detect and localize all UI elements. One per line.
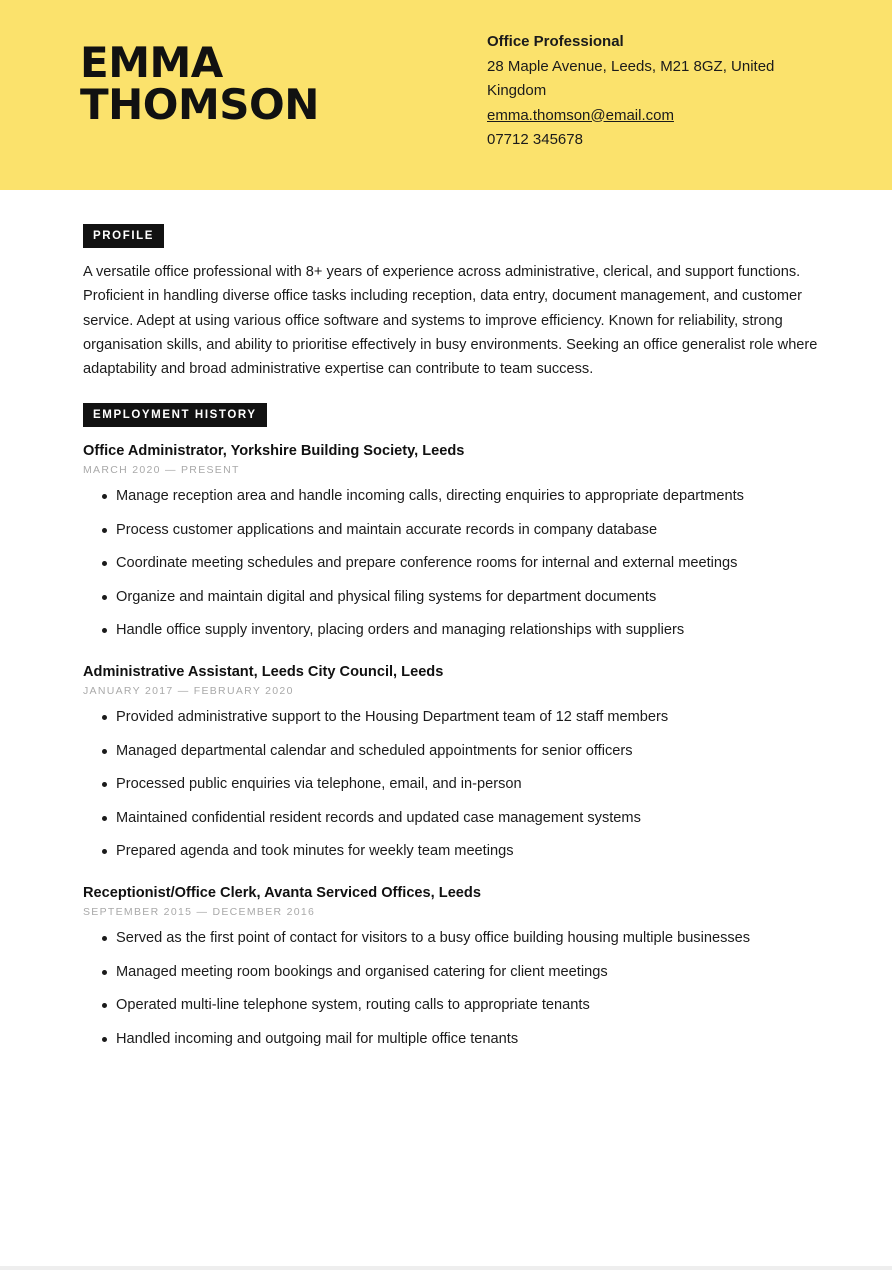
job-responsibilities: [83, 928, 823, 1049]
responsibility-item: Maintained confidential resident records and updated case management systems: [83, 808, 823, 828]
job-dates: JANUARY 2017 — FEBRUARY 2020: [83, 685, 294, 698]
resume-body: [83, 224, 823, 1049]
candidate-name: [80, 38, 319, 129]
resume-header: [0, 0, 892, 190]
responsibility-item: Managed departmental calendar and scheduled appointments for senior officers: [83, 741, 823, 761]
phone-number: 07712 345678: [487, 131, 583, 148]
last-name: THOMSON: [80, 80, 319, 129]
job-title: Receptionist/Office Clerk, Avanta Serviced Offices, Leeds: [83, 885, 481, 902]
employment-section-label: EMPLOYMENT HISTORY: [83, 403, 267, 427]
job-role: Office Professional: [487, 33, 624, 50]
responsibility-item: Operated multi-line telephone system, routing calls to appropriate tenants: [83, 995, 823, 1015]
email-link[interactable]: emma.thomson@email.com: [487, 106, 674, 124]
responsibility-item: Prepared agenda and took minutes for weekly team meetings: [83, 841, 823, 861]
job-dates: SEPTEMBER 2015 — DECEMBER 2016: [83, 906, 316, 919]
job-responsibilities: [83, 707, 823, 861]
job-responsibilities: [83, 486, 823, 640]
first-name: EMMA: [80, 38, 223, 87]
profile-section-label: PROFILE: [83, 224, 164, 248]
job-entry: [83, 883, 823, 1049]
responsibility-item: Handled incoming and outgoing mail for multiple office tenants: [83, 1029, 823, 1049]
address: 28 Maple Avenue, Leeds, M21 8GZ, United Kingdom: [487, 57, 775, 99]
responsibility-item: Handle office supply inventory, placing orders and managing relationships with suppliers: [83, 620, 823, 640]
job-entry: [83, 662, 823, 861]
responsibility-item: Process customer applications and maintain accurate records in company database: [83, 520, 823, 540]
responsibility-item: Served as the first point of contact for visitors to a busy office building housing multiple businesses: [83, 928, 823, 948]
responsibility-item: Provided administrative support to the Housing Department team of 12 staff members: [83, 707, 823, 727]
page-edge: [0, 1266, 892, 1270]
job-title: Office Administrator, Yorkshire Building Society, Leeds: [83, 443, 465, 460]
job-title: Administrative Assistant, Leeds City Council, Leeds: [83, 664, 444, 681]
employment-list: [83, 441, 823, 1049]
responsibility-item: Processed public enquiries via telephone, email, and in-person: [83, 774, 823, 794]
profile-summary: A versatile office professional with 8+ years of experience across administrative, clerical, and support functions. Proficient in handling diverse office tasks including reception, data entry, document management, and customer service. Adept at using various office software and systems to improve efficiency. Known for reliability, strong organisation skills, and ability to prioritise effectively in busy environments. Seeking an office generalist role where adaptability and broad administrative expertise can contribute to team success.: [83, 264, 818, 378]
job-dates: MARCH 2020 — PRESENT: [83, 464, 240, 477]
job-entry: [83, 441, 823, 640]
responsibility-item: Organize and maintain digital and physical filing systems for department documents: [83, 587, 823, 607]
contact-details: [487, 30, 797, 153]
responsibility-item: Managed meeting room bookings and organised catering for client meetings: [83, 962, 823, 982]
responsibility-item: Coordinate meeting schedules and prepare conference rooms for internal and external meetings: [83, 553, 823, 573]
responsibility-item: Manage reception area and handle incoming calls, directing enquiries to appropriate departments: [83, 486, 823, 506]
